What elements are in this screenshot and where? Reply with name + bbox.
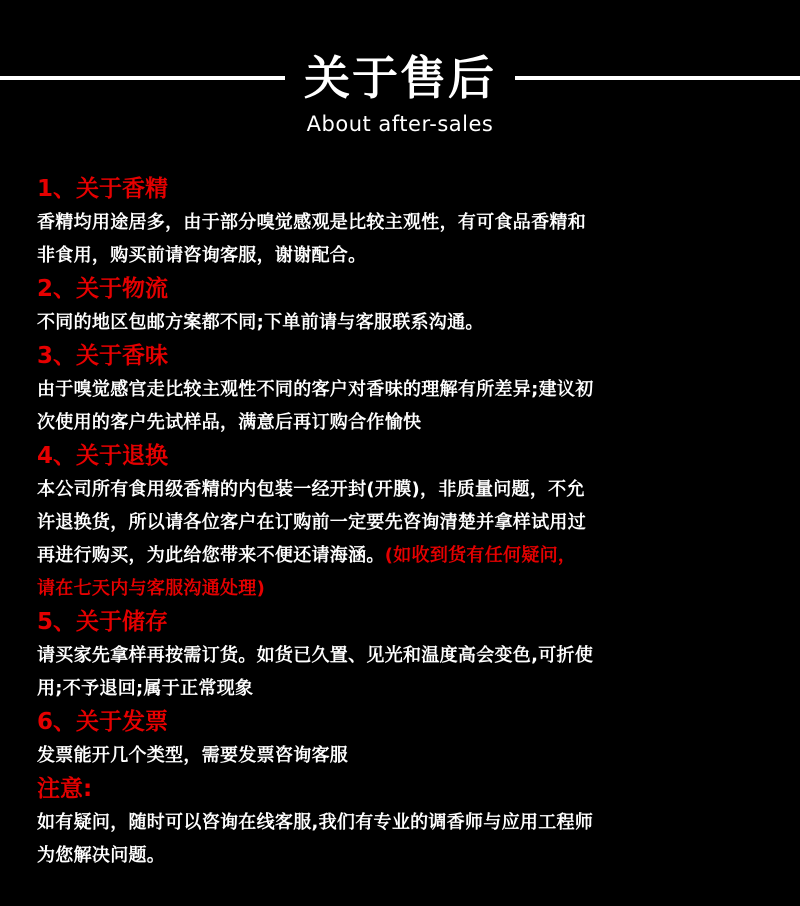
- page-header: [0, 40, 800, 150]
- section-title: 1、关于香精: [37, 176, 169, 202]
- section-storage: [37, 605, 777, 705]
- section-text-line: 许退换货，所以请各位客户在订购前一定要先咨询清楚并拿样试用过: [37, 512, 586, 533]
- section-invoice: [37, 705, 777, 772]
- section-returns: [37, 439, 777, 605]
- section-text-line: 不同的地区包邮方案都不同;下单前请与客服联系沟通。: [37, 312, 484, 333]
- section-title: 5、关于储存: [37, 609, 169, 635]
- section-logistics: [37, 272, 777, 339]
- section-text-line-mixed: [37, 539, 777, 572]
- page-subtitle: About after-sales: [306, 112, 494, 136]
- section-aroma: [37, 339, 777, 439]
- after-sales-content: [37, 172, 777, 872]
- section-text-line: 由于嗅觉感官走比较主观性不同的客户对香味的理解有所差异;建议初: [37, 379, 594, 400]
- section-title: 3、关于香味: [37, 343, 169, 369]
- section-text-line: 本公司所有食用级香精的内包装一经开封(开膜)，非质量问题，不允: [37, 479, 585, 500]
- section-text-highlight: (如收到货有任何疑问，: [384, 545, 577, 566]
- section-text-line: 次使用的客户先试样品，满意后再订购合作愉快: [37, 412, 422, 433]
- section-text-line: 香精均用途居多，由于部分嗅觉感观是比较主观性，有可食品香精和: [37, 212, 586, 233]
- section-title: 2、关于物流: [37, 276, 169, 302]
- section-title: 4、关于退换: [37, 443, 169, 469]
- section-text-highlight-line: 请在七天内与客服沟通处理): [37, 578, 266, 599]
- page-title: 关于售后: [304, 51, 496, 105]
- section-fragrance: [37, 172, 777, 272]
- section-text-line: 用;不予退回;属于正常现象: [37, 678, 254, 699]
- section-title: 6、关于发票: [37, 709, 169, 735]
- section-text-line: 请买家先拿样再按需订货。如货已久置、见光和温度高会变色,可折使: [37, 645, 594, 666]
- section-text-line: 非食用，购买前请咨询客服，谢谢配合。: [37, 245, 367, 266]
- section-title: 注意:: [37, 776, 93, 802]
- section-text-line: 为您解决问题。: [37, 845, 166, 866]
- section-notice: [37, 772, 777, 872]
- section-text-line: 如有疑问，随时可以咨询在线客服,我们有专业的调香师与应用工程师: [37, 812, 594, 833]
- section-text-line: 发票能开几个类型，需要发票咨询客服: [37, 745, 349, 766]
- section-text-segment: 再进行购买，为此给您带来不便还请海涵。: [37, 545, 385, 566]
- header-rule-left: [0, 76, 285, 80]
- header-rule-right: [515, 76, 800, 80]
